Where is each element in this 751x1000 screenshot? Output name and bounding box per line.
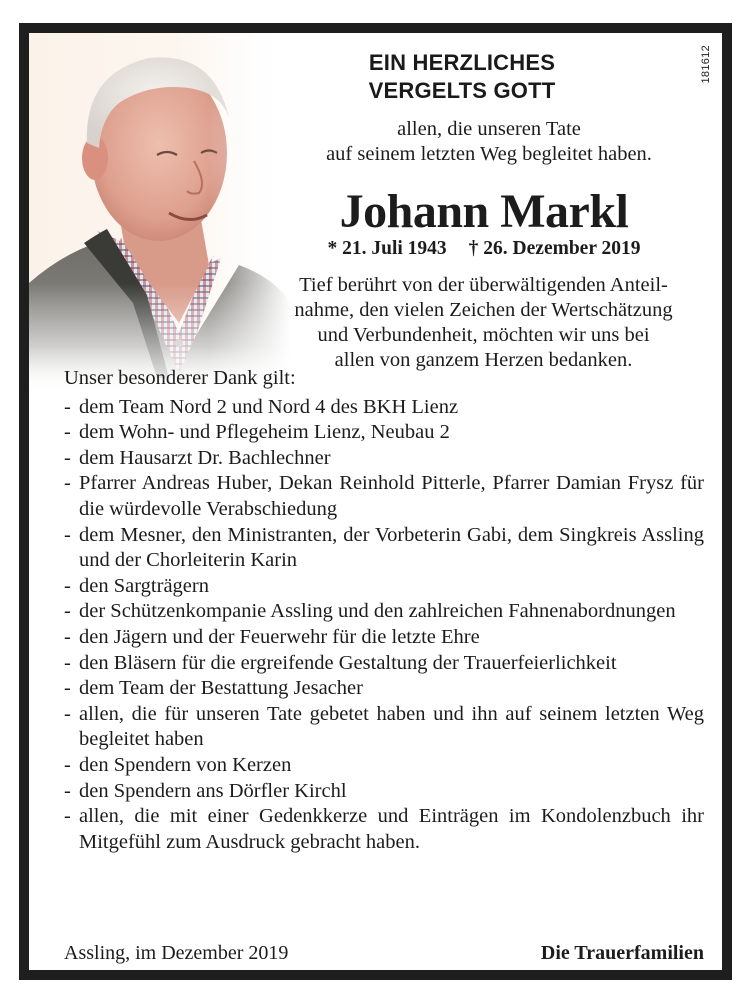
thanks-line: Tief berührt von der überwältigenden Anteil- bbox=[299, 274, 668, 296]
list-item: - dem Team der Bestattung Jesacher bbox=[64, 676, 704, 702]
place-date: Assling, im Dezember 2019 bbox=[64, 942, 289, 964]
list-item: - Pfarrer Andreas Huber, Dekan Reinhold Pitterle, Pfarrer Damian Frysz für die würdevolle Verabschiedung bbox=[64, 471, 704, 522]
heading bbox=[297, 49, 627, 105]
heading-line: EIN HERZLICHES bbox=[368, 50, 556, 75]
list-item: - der Schützenkompanie Assling und den zahlreichen Fahnenabordnungen bbox=[64, 599, 704, 625]
list-item: - dem Hausarzt Dr. Bachlechner bbox=[64, 446, 704, 472]
thanks-paragraph bbox=[261, 273, 706, 373]
list-item: - den Spendern ans Dörfler Kirchl bbox=[64, 779, 704, 805]
intro-line: allen, die unseren Tate bbox=[397, 118, 581, 140]
intro-line: auf seinem letzten Weg begleitet haben. bbox=[326, 143, 652, 165]
list-item: - dem Team Nord 2 und Nord 4 des BKH Lienz bbox=[64, 395, 704, 421]
list-item: - allen, die für unseren Tate gebetet haben und ihn auf seinem letzten Weg begleitet haben bbox=[64, 702, 704, 753]
special-thanks-list bbox=[64, 395, 704, 856]
deceased-name: Johann Markl bbox=[339, 185, 629, 238]
death-date: † 26. Dezember 2019 bbox=[468, 238, 641, 259]
birth-date: * 21. Juli 1943 bbox=[327, 238, 447, 259]
list-item: - den Spendern von Kerzen bbox=[64, 753, 704, 779]
thanks-line: und Verbundenheit, möchten wir uns bei bbox=[317, 324, 650, 346]
thanks-line: nahme, den vielen Zeichen der Wertschätzung bbox=[294, 299, 673, 321]
list-item: - den Bläsern für die ergreifende Gestaltung der Trauerfeierlichkeit bbox=[64, 651, 704, 677]
list-item: - den Sargträgern bbox=[64, 574, 704, 600]
notice-footer bbox=[64, 941, 704, 965]
special-thanks-lead: Unser besonderer Dank gilt: bbox=[64, 367, 296, 389]
list-item: - dem Wohn- und Pflegeheim Lienz, Neubau 2 bbox=[64, 420, 704, 446]
list-item: - den Jägern und der Feuerwehr für die letzte Ehre bbox=[64, 625, 704, 651]
portrait-photo bbox=[29, 33, 291, 393]
portrait-image-icon bbox=[29, 33, 291, 393]
heading-line: VERGELTS GOTT bbox=[368, 78, 556, 103]
notice-frame bbox=[19, 23, 732, 980]
list-item: - allen, die mit einer Gedenkkerze und Einträgen im Kondolenzbuch ihr Mitgefühl zum Ausdruck gebracht haben. bbox=[64, 804, 704, 855]
signature: Die Trauerfamilien bbox=[540, 942, 704, 964]
reference-number: 181612 bbox=[700, 45, 712, 84]
thanks-line: allen von ganzem Herzen bedanken. bbox=[334, 349, 633, 371]
life-dates bbox=[274, 237, 694, 261]
intro-text bbox=[279, 117, 699, 167]
special-thanks bbox=[64, 366, 704, 855]
list-item: - dem Mesner, den Ministranten, der Vorbeterin Gabi, dem Singkreis Assling und der Chorleiterin Karin bbox=[64, 523, 704, 574]
